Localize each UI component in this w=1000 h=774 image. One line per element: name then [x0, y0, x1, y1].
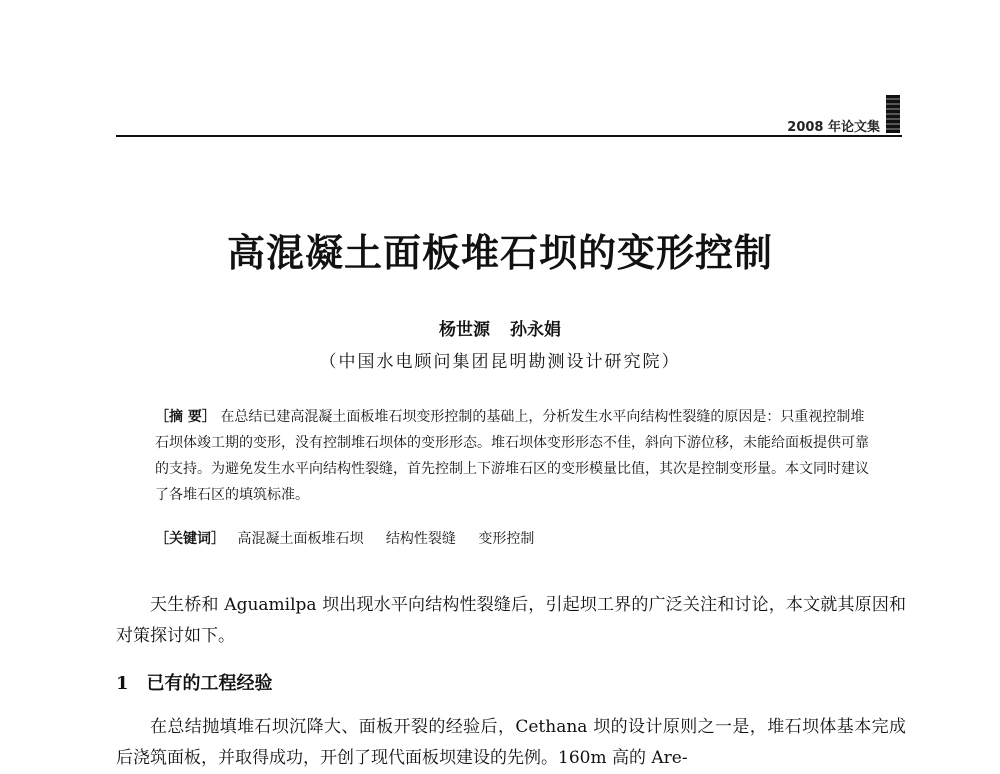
running-header: 2008 年论文集: [787, 120, 880, 135]
abstract: [155, 404, 870, 508]
keyword: 结构性裂缝: [385, 531, 456, 547]
abstract-text: 在总结已建高混凝土面板堆石坝变形控制的基础上，分析发生水平向结构性裂缝的原因是：只重视控制堆石坝体竣工期的变形，没有控制堆石坝体的变形形态。堆石坝体变形形态不佳，斜向下游位移，未能给面板提供可靠的支持。为避免发生水平向结构性裂缝，首先控制上下游堆石区的变形模量比值，其次是控制变形量。本文同时建议了各堆石区的填筑标准。: [155, 409, 869, 503]
keyword: 变形控制: [478, 531, 535, 547]
section-paragraph: 在总结抛填堆石坝沉降大、面板开裂的经验后，Cethana 坝的设计原则之一是，堆石坝体基本完成后浇筑面板，并取得成功，开创了现代面板坝建设的先例。160m 高的 Are-: [116, 717, 906, 768]
header-rule: [116, 135, 902, 137]
section-heading: [116, 669, 273, 695]
affiliation: （中国水电顾问集团昆明勘测设计研究院）: [319, 352, 681, 372]
abstract-label: ［摘 要］: [155, 409, 216, 425]
section-title: 已有的工程经验: [146, 673, 273, 694]
keywords-label: ［关键词］: [155, 531, 225, 547]
keywords: [155, 526, 870, 552]
paper-title: 高混凝土面板堆石坝的变形控制: [226, 230, 773, 275]
authors: 杨世源 孙永娟: [439, 320, 561, 340]
page-edge-mark: [886, 95, 900, 133]
section-number: 1: [116, 673, 129, 694]
intro-paragraph: 天生桥和 Aguamilpa 坝出现水平向结构性裂缝后，引起坝工界的广泛关注和讨论，本文就其原因和对策探讨如下。: [116, 595, 906, 646]
keyword: 高混凝土面板堆石坝: [237, 531, 364, 547]
